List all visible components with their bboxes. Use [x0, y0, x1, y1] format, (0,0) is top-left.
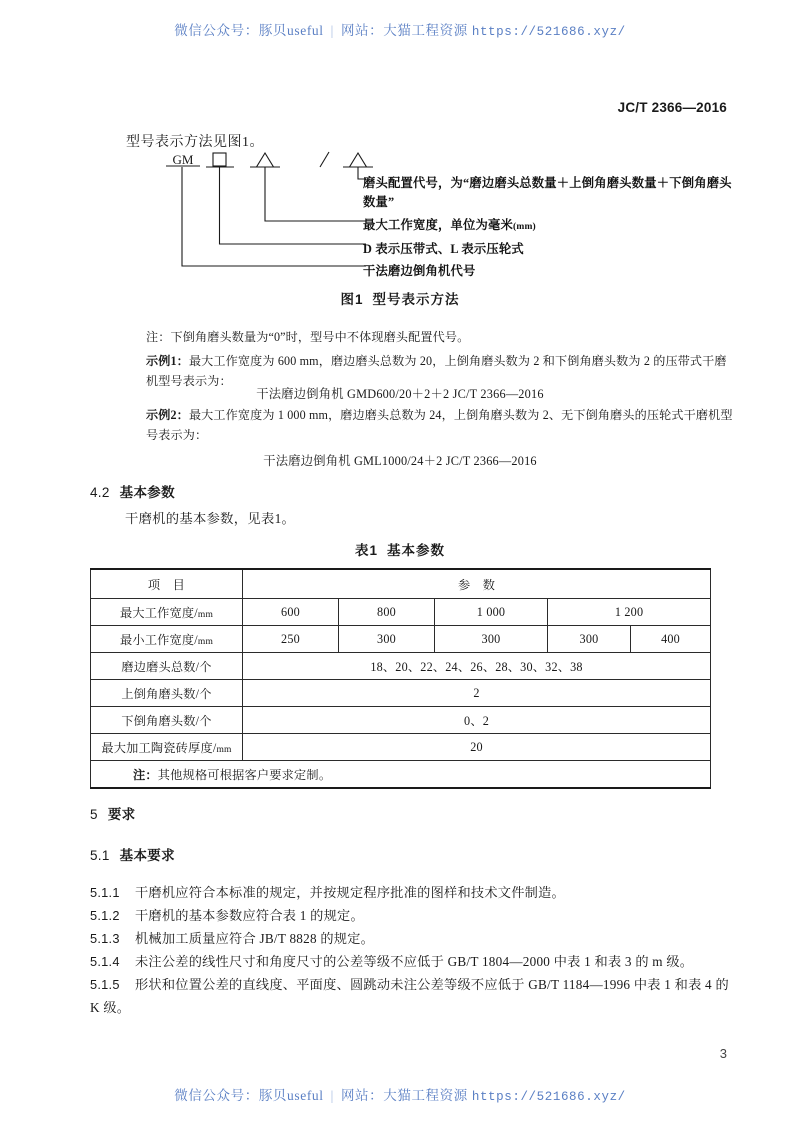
- table-row: [91, 734, 711, 761]
- figure-label-max-working-width: [363, 216, 536, 237]
- table-footnote: [91, 761, 711, 789]
- table-1-caption-number: 表1: [354, 543, 378, 558]
- table-cell: 1 200: [548, 599, 711, 626]
- watermark-wechat-name: 豚贝useful: [258, 1088, 324, 1103]
- standard-number-header: JC/T 2366—2016: [617, 100, 727, 115]
- watermark-site-label: 网站：: [340, 1088, 384, 1103]
- table-cell: 0、2: [243, 707, 711, 734]
- page-number: 3: [719, 1046, 727, 1061]
- table-cell: 18、20、22、24、26、28、30、32、38: [243, 653, 711, 680]
- table-cell: 1 000: [435, 599, 548, 626]
- clause-5-1-3: [90, 927, 738, 950]
- clause-number: 5.1.5: [90, 977, 120, 992]
- figure-label-machine-code: 干法磨边倒角机代号: [363, 264, 476, 278]
- table-row: [91, 680, 711, 707]
- table-row-label: 磨边磨头总数/个: [91, 653, 243, 680]
- table-row: [91, 626, 711, 653]
- watermark-bottom: [0, 1084, 800, 1104]
- table-row-label: [91, 626, 243, 653]
- row-label-unit: mm: [216, 744, 232, 755]
- table-row-label: 上倒角磨头数/个: [91, 680, 243, 707]
- table-row-label: [91, 734, 243, 761]
- example-1-text: 最大工作宽度为 600 mm，磨边磨头总数为 20，上倒角磨头数为 2 和下倒角磨头数为 2 的压带式干磨机型号表示为：: [146, 354, 727, 388]
- table-1-basic-parameters: [90, 568, 711, 789]
- table-footnote-text: 其他规格可根据客户要求定制。: [157, 767, 332, 782]
- table-cell: 600: [243, 599, 339, 626]
- example-2-text: 最大工作宽度为 1 000 mm，磨边磨头总数为 24，上倒角磨头数为 2、无下倒角磨头的压轮式干磨机型号表示为：: [146, 408, 733, 442]
- figure-label-max-working-width-unit: (mm): [512, 222, 536, 232]
- table-cell: 300: [548, 626, 631, 653]
- table-cell: 250: [243, 626, 339, 653]
- table-cell: 400: [631, 626, 711, 653]
- intro-paragraph: 型号表示方法见图1。: [126, 135, 264, 150]
- table-row-label: [91, 599, 243, 626]
- section-heading-4-2: [90, 481, 175, 501]
- table-cell: 300: [339, 626, 435, 653]
- table-row: [91, 653, 711, 680]
- symbol-gm: GM: [172, 152, 194, 167]
- table-header-item: 项 目: [91, 569, 243, 599]
- clause-5-1-2: [90, 904, 738, 927]
- figure-1-caption: [0, 288, 800, 308]
- watermark-separator: |: [330, 23, 334, 38]
- table-header-params: 参 数: [243, 569, 711, 599]
- figure-note-text: 下倒角磨头数量为“0”时，型号中不体现磨头配置代号。: [170, 330, 470, 344]
- watermark-top: [0, 19, 800, 39]
- clause-number: 5.1.4: [90, 954, 120, 969]
- clause-number: 5.1.2: [90, 908, 120, 923]
- row-label-unit: mm: [197, 636, 214, 647]
- figure-1-caption-title: 型号表示方法: [372, 292, 460, 307]
- watermark-wechat-label: 微信公众号：: [174, 1088, 259, 1103]
- section-4-2-number: 4.2: [90, 485, 110, 500]
- table-1-caption-title: 基本参数: [387, 543, 445, 558]
- example-2-code: 干法磨边倒角机 GML1000/24＋2 JC/T 2366—2016: [263, 454, 537, 468]
- watermark-url: https://521686.xyz/: [471, 1090, 626, 1104]
- watermark-site-label: 网站：: [340, 23, 384, 38]
- figure-note: [146, 328, 738, 348]
- table-cell: 20: [243, 734, 711, 761]
- table-cell: 2: [243, 680, 711, 707]
- section-heading-5-1: [90, 844, 175, 864]
- example-1-label: 示例1：: [146, 354, 189, 368]
- example-1-code: 干法磨边倒角机 GMD600/20＋2＋2 JC/T 2366—2016: [256, 387, 544, 401]
- clause-5-1-5: [90, 973, 738, 1019]
- clause-text: 未注公差的线性尺寸和角度尺寸的公差等级不应低于 GB/T 1804—2000 中表 1 和表 3 的 m 级。: [135, 954, 694, 969]
- clause-text: 干磨机应符合本标准的规定，并按规定程序批准的图样和技术文件制造。: [135, 885, 565, 900]
- row-label-text: 最小工作宽度/: [119, 632, 198, 647]
- table-cell: 800: [339, 599, 435, 626]
- row-label-text: 最大工作宽度/: [119, 605, 198, 620]
- table-cell: 300: [435, 626, 548, 653]
- clause-text: 形状和位置公差的直线度、平面度、圆跳动未注公差等级不应低于 GB/T 1184—1996 中表 1 和表 4 的 K 级。: [90, 977, 729, 1015]
- clause-number: 5.1.3: [90, 931, 120, 946]
- watermark-site-name: 大猫工程资源: [383, 23, 468, 38]
- figure-label-grinding-head-config: 磨头配置代号，为“磨边磨头总数量＋上倒角磨头数量＋下倒角磨头数量”: [363, 176, 732, 209]
- section-5-title: 要求: [107, 807, 136, 822]
- section-4-2-title: 基本参数: [119, 485, 175, 500]
- designation-diagram-svg: [70, 150, 750, 280]
- row-label-unit: mm: [197, 609, 214, 620]
- table-row: [91, 599, 711, 626]
- figure-1-caption-number: 图1: [340, 292, 364, 307]
- figure-label-type-code: D 表示压带式、L 表示压轮式: [363, 242, 524, 256]
- clause-text: 干磨机的基本参数应符合表 1 的规定。: [135, 908, 364, 923]
- watermark-wechat-label: 微信公众号：: [174, 23, 259, 38]
- section-5-1-title: 基本要求: [119, 848, 175, 863]
- example-2: [146, 406, 738, 445]
- clause-text: 机械加工质量应符合 JB/T 8828 的规定。: [135, 931, 375, 946]
- section-4-2-paragraph: 干磨机的基本参数，见表1。: [125, 511, 296, 526]
- watermark-separator: |: [330, 1088, 334, 1103]
- watermark-url: https://521686.xyz/: [471, 25, 626, 39]
- figure-note-label: 注：: [146, 330, 171, 344]
- clause-5-1-1: [90, 881, 738, 904]
- table-footnote-row: [91, 761, 711, 789]
- section-5-number: 5: [90, 807, 98, 822]
- table-row-label: 下倒角磨头数/个: [91, 707, 243, 734]
- figure-1-designation-diagram: [70, 150, 750, 280]
- clause-number: 5.1.1: [90, 885, 120, 900]
- table-footnote-label: 注：: [133, 767, 158, 782]
- table-row: [91, 707, 711, 734]
- table-header-row: [91, 569, 711, 599]
- figure-label-max-working-width-text: 最大工作宽度，单位为毫米: [363, 218, 513, 232]
- section-5-1-number: 5.1: [90, 848, 110, 863]
- clause-5-1-4: [90, 950, 738, 973]
- row-label-text: 最大加工陶瓷砖厚度/: [101, 740, 217, 755]
- watermark-wechat-name: 豚贝useful: [258, 23, 324, 38]
- section-heading-5: [90, 803, 135, 823]
- example-2-label: 示例2：: [146, 408, 189, 422]
- watermark-site-name: 大猫工程资源: [383, 1088, 468, 1103]
- table-1-caption: [0, 539, 800, 559]
